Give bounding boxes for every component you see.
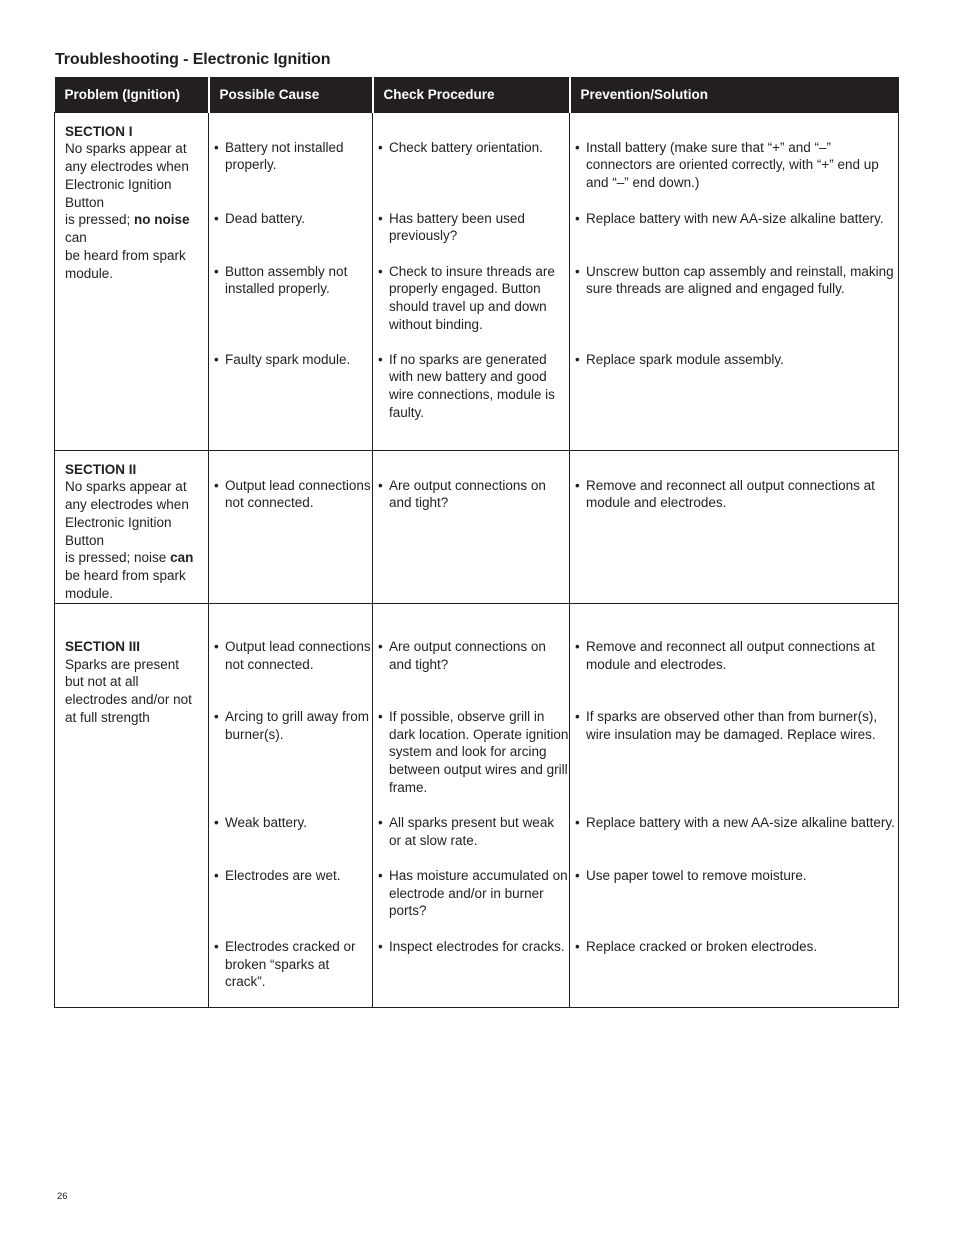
bullet-icon: •: [575, 814, 580, 830]
table-row: [55, 112, 899, 450]
bullet-icon: •: [214, 814, 219, 830]
problem-emphasis: can: [170, 550, 194, 566]
bullet-icon: •: [378, 638, 383, 654]
header-problem: Problem (Ignition): [55, 77, 209, 112]
check-item: [378, 351, 569, 423]
cause-item: [214, 638, 372, 708]
check-item: [378, 938, 569, 998]
cause-item: [214, 263, 372, 351]
check-item-text: If no sparks are generated with new battery and good wire connections, module is faulty.: [389, 351, 555, 420]
solution-item-text: If sparks are observed other than from burner(s), wire insulation may be damaged. Replace wires.: [586, 708, 878, 742]
solution-cell: [570, 603, 899, 1007]
solution-item: [575, 938, 898, 998]
bullet-icon: •: [214, 638, 219, 654]
bullet-icon: •: [575, 263, 580, 279]
cause-item-text: Weak battery.: [225, 814, 308, 830]
solution-item-text: Install battery (make sure that “+” and “–” connectors are oriented correctly, with “+” end up and “–” end down.): [586, 139, 879, 191]
solution-item-text: Replace battery with new AA-size alkaline battery.: [586, 210, 884, 226]
header-possible-cause: Possible Cause: [209, 77, 373, 112]
problem-text: Sparks are present but not at all electrodes and/or not at full strength: [65, 656, 192, 726]
section-title: SECTION II: [65, 461, 137, 477]
bullet-icon: •: [575, 638, 580, 654]
cause-item-text: Arcing to grill away from burner(s).: [225, 708, 370, 742]
cause-item: [214, 708, 372, 814]
bullet-icon: •: [575, 351, 580, 367]
solution-item-text: Remove and reconnect all output connections at module and electrodes.: [586, 638, 875, 672]
bullet-icon: •: [378, 210, 383, 226]
bullet-icon: •: [214, 210, 219, 226]
solution-item: [575, 814, 898, 867]
problem-text: be heard from spark module.: [65, 568, 186, 602]
section-title: SECTION III: [65, 638, 141, 654]
bullet-icon: •: [378, 263, 383, 279]
cause-item: [214, 938, 372, 998]
check-item: [378, 638, 569, 708]
check-item-text: Are output connections on and tight?: [389, 477, 546, 511]
header-prevention-solution: Prevention/Solution: [570, 77, 899, 112]
bullet-icon: •: [378, 938, 383, 954]
check-item-text: If possible, observe grill in dark location. Operate ignition system and look for arcing between output wires and grill frame.: [389, 708, 569, 796]
cause-item-text: Faulty spark module.: [225, 351, 351, 367]
page-number: 26: [57, 1191, 68, 1202]
cause-item: [214, 139, 372, 210]
problem-cell: [55, 112, 209, 450]
check-item: [378, 477, 569, 549]
check-item-text: Has moisture accumulated on electrode and/or in burner ports?: [389, 867, 568, 919]
possible-cause-cell: [209, 603, 373, 1007]
solution-item-text: Replace cracked or broken electrodes.: [586, 938, 818, 954]
check-procedure-cell: [373, 603, 570, 1007]
solution-item-text: Replace battery with a new AA-size alkaline battery.: [586, 814, 895, 830]
bullet-icon: •: [214, 938, 219, 954]
bullet-icon: •: [575, 708, 580, 724]
problem-cell: [55, 603, 209, 1007]
bullet-icon: •: [575, 867, 580, 883]
cause-item-text: Output lead connections not connected.: [225, 638, 371, 672]
problem-text: No sparks appear at any electrodes when Electronic Ignition Button is pressed;: [65, 141, 189, 228]
solution-item-text: Remove and reconnect all output connections at module and electrodes.: [586, 477, 875, 511]
cause-item-text: Battery not installed properly.: [225, 139, 344, 173]
solution-item: [575, 867, 898, 938]
cause-item: [214, 867, 372, 938]
bullet-icon: •: [378, 139, 383, 155]
bullet-icon: •: [378, 708, 383, 724]
solution-item: [575, 638, 898, 708]
problem-cell: [55, 450, 209, 603]
check-item-text: Check to insure threads are properly engaged. Button should travel up and down without binding.: [389, 263, 555, 332]
table-header-row: [55, 77, 899, 112]
cause-item-text: Electrodes are wet.: [225, 867, 341, 883]
check-item: [378, 263, 569, 351]
check-item: [378, 139, 569, 210]
solution-item: [575, 139, 898, 210]
cause-item: [214, 351, 372, 423]
cause-item-text: Electrodes cracked or broken “sparks at crack”.: [225, 938, 356, 990]
bullet-icon: •: [575, 210, 580, 226]
solution-item: [575, 263, 898, 351]
check-item: [378, 210, 569, 263]
cause-item-text: Button assembly not installed properly.: [225, 263, 348, 297]
bullet-icon: •: [378, 477, 383, 493]
solution-cell: [570, 112, 899, 450]
problem-description: [65, 140, 208, 282]
possible-cause-cell: [209, 450, 373, 603]
check-item-text: Are output connections on and tight?: [389, 638, 546, 672]
solution-item: [575, 708, 898, 814]
check-item: [378, 867, 569, 938]
bullet-icon: •: [214, 351, 219, 367]
page-title: Troubleshooting - Electronic Ignition: [55, 51, 331, 68]
cause-item: [214, 210, 372, 263]
cause-item-text: Dead battery.: [225, 210, 306, 226]
bullet-icon: •: [214, 708, 219, 724]
problem-description: [65, 478, 208, 603]
bullet-icon: •: [378, 351, 383, 367]
solution-item: [575, 210, 898, 263]
check-item: [378, 814, 569, 867]
solution-item: [575, 477, 898, 549]
cause-item-text: Output lead connections not connected.: [225, 477, 371, 511]
cause-item: [214, 814, 372, 867]
solution-item: [575, 351, 898, 423]
bullet-icon: •: [214, 477, 219, 493]
solution-cell: [570, 450, 899, 603]
header-check-procedure: Check Procedure: [373, 77, 570, 112]
check-item-text: All sparks present but weak or at slow rate.: [389, 814, 555, 848]
bullet-icon: •: [575, 477, 580, 493]
check-procedure-cell: [373, 450, 570, 603]
bullet-icon: •: [214, 867, 219, 883]
table-row: [55, 603, 899, 1007]
bullet-icon: •: [378, 814, 383, 830]
solution-item-text: Unscrew button cap assembly and reinstall, making sure threads are aligned and engaged fully.: [586, 263, 894, 297]
bullet-icon: •: [575, 938, 580, 954]
check-item-text: Inspect electrodes for cracks.: [389, 938, 565, 954]
check-item-text: Check battery orientation.: [389, 139, 543, 155]
possible-cause-cell: [209, 112, 373, 450]
problem-text: No sparks appear at any electrodes when Electronic Ignition Button is pressed; noise: [65, 479, 189, 566]
check-item: [378, 708, 569, 814]
solution-item-text: Replace spark module assembly.: [586, 351, 784, 367]
bullet-icon: •: [378, 867, 383, 883]
problem-text: can be heard from spark module.: [65, 230, 186, 281]
solution-item-text: Use paper towel to remove moisture.: [586, 867, 807, 883]
troubleshooting-table: [54, 77, 899, 1008]
table-row: [55, 450, 899, 603]
problem-emphasis: no noise: [134, 212, 190, 228]
check-procedure-cell: [373, 112, 570, 450]
bullet-icon: •: [214, 139, 219, 155]
problem-description: [65, 656, 208, 727]
check-item-text: Has battery been used previously?: [389, 210, 525, 244]
bullet-icon: •: [214, 263, 219, 279]
cause-item: [214, 477, 372, 549]
bullet-icon: •: [575, 139, 580, 155]
section-title: SECTION I: [65, 123, 133, 139]
